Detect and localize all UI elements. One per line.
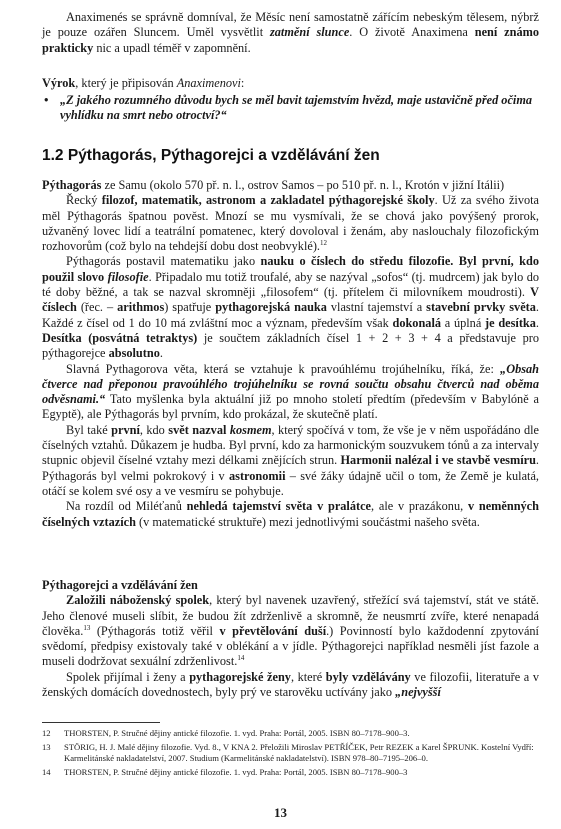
footnote-text: THORSTEN, P. Stručné dějiny antické filozofie. 1. vyd. Praha: Portál, 2005. ISBN 80–7178–900–3: [64, 767, 408, 777]
footnote-text: STÖRIG, H. J. Malé dějiny filozofie. Vyd. 8., V KNA 2. Přeložili Miroslav PETŘÍČEK, Petr REZEK a Karel ŠPRUNK. Kostelní Vydří: Karmelitánské nakladatelství, 2007. Studium (Karmelitánské nakladatelství). ISBN 978–80–7195–206–0.: [64, 742, 534, 763]
text-run: , který spočívá v tom, že vše je v něm uspořádáno dle číselných vztahů. Důkazem je hudba. Byl první, kdo za harmonickým souzvukem tónů a za intervaly stupnic objevil číselné vztahy mezi délkami znějících strun.: [42, 422, 539, 468]
section-body: [42, 178, 539, 530]
footnote-number: 14: [42, 767, 51, 777]
emphasis: v převtělování duší: [219, 623, 327, 638]
emphasis: Desítka (posvátná tetraktys): [42, 330, 198, 345]
page-number: 13: [274, 805, 287, 820]
emphasis: astronomii: [229, 468, 286, 483]
quote-text: „Z jakého rozumného důvodu bych se měl bavit tajemstvím hvězd, maje ustavičně před očima vyhlídku na smrt nebo otroctví?“: [60, 93, 533, 123]
text-run: je součtem základních čísel 1 + 2 + 3 + 4 a představuje pro pýthagorejce: [42, 330, 539, 361]
emphasis: stavební prvky světa: [426, 300, 536, 315]
emphasis: nehledá tajemství světa v pralátce: [186, 499, 372, 514]
emphasis: Anaximenovi: [176, 76, 241, 90]
text-run: .: [535, 315, 539, 330]
text-run: a úplná: [441, 315, 486, 330]
footnote-ref: 14: [237, 654, 245, 663]
footnote-ref: 13: [83, 623, 91, 632]
emphasis: je desítka: [485, 315, 536, 330]
footnotes: [42, 728, 539, 781]
text-run: (Pýthagorás totiž věřil: [90, 623, 220, 638]
emphasis: arithmos: [117, 300, 165, 315]
text-run: ve filozofii, literatuře a v ženských domácích dovednostech, byly prý ve starověku uctívány jako: [42, 669, 539, 700]
emphasis: není známo prakticky: [42, 25, 540, 55]
text-run: . Pýthagorás byl velmi pokrokový i v: [42, 453, 539, 483]
text-run: Řecký: [66, 193, 102, 208]
text-run: , ale v prazákonu,: [371, 499, 468, 514]
text-run: Tato myšlenka byla aktuální již po mnoho století předtím (především v Babylóně a Egyptě), ale Pýthagorás byl prvním, kdo prokázal, že skutečně platí.: [42, 392, 539, 422]
section-heading: 1.2 Pýthagorás, Pýthagorejci a vzdělávání žen: [42, 147, 380, 164]
footnote-number: 13: [42, 742, 51, 752]
emphasis: Harmonii nalézal i ve stavbě vesmíru: [340, 453, 536, 468]
emphasis: filozof, matematik, astronom a zakladatel pýthagorejské školy: [101, 193, 435, 208]
text-run: .) Povinností bylo každodenní zpytování svědomí, předpisy existovaly také v oblékání a v jídle. Pýthagorejci například nesměli jíst fazole a museli dodržovat sexuální zdrženlivost.: [42, 623, 539, 669]
emphasis: „Obsah čtverce nad přeponou pravoúhlého trojúhelníku se rovná součtu obsahu čtverců nad oběma odvěsnami.“: [42, 361, 539, 407]
emphasis: V číslech: [42, 285, 539, 315]
footnote: [42, 742, 539, 764]
text-run: Na rozdíl od Miléťanů: [66, 499, 187, 514]
subsection: [42, 578, 539, 700]
text-run: vlastní tajemství a: [326, 300, 427, 315]
emphasis: absolutno: [108, 346, 160, 361]
footnote-text: THORSTEN, P. Stručné dějiny antické filozofie. 1. vyd. Praha: Portál, 2005. ISBN 80–7178–900–3.: [64, 728, 410, 738]
intro-paragraph: [42, 10, 539, 56]
text-run: Byl také: [66, 422, 112, 437]
emphasis: zatmění slunce: [269, 25, 350, 40]
emphasis: Výrok: [42, 76, 76, 90]
text-run: .: [159, 346, 163, 361]
text-run: (v matematické struktuře) mezi jednotlivými součástmi našeho světa.: [135, 514, 480, 529]
emphasis: nauku o číslech do středu filozofie. Byl první, kdo použil slovo: [42, 254, 539, 284]
emphasis: kosmem: [229, 422, 272, 437]
emphasis: první: [111, 422, 140, 437]
emphasis: Založili náboženský spolek: [66, 593, 210, 608]
subsection-heading: Pýthagorejci a vzdělávání žen: [42, 578, 198, 592]
text-run: . Už za svého života měl Pýthagorás špatnou pověst. Mnozí se mu vysmívali, že se chová jako povýšený prorok, užvaněný lovec lidí a teatrální pomatenec, který dovoloval i ženám, aby naslouchaly filozofickým rozhovorům (což bylo na tehdejší dobu dost neobvyklé).: [42, 193, 539, 254]
text-run: Anaximenés se správně domníval, že Měsíc není samostatně zářícím nebeským tělesem, nýbrž je pouze ozářen Sluncem. Uměl vysvětlit: [42, 10, 539, 40]
quote-label: [42, 76, 539, 91]
text-run: :: [240, 76, 245, 90]
text-run: nic a upadl téměř v zapomnění.: [93, 40, 251, 55]
emphasis: Pýthagorás: [42, 178, 102, 192]
bullet-icon: •: [44, 93, 49, 107]
emphasis: byly vzdělávány: [325, 669, 411, 684]
emphasis: svět nazval: [168, 422, 230, 437]
text-run: ze Samu (okolo 570 př. n. l., ostrov Samos – po 510 př. n. l., Krotón v jižní Itálii): [101, 178, 505, 192]
text-run: , který byl navenek uzavřený, střežící svá tajemství, stát ve státě. Jeho členové museli slíbit, že budou žít zdrženlivě a skromně, že neusmrtí zvíře, které nenapadá člověka.: [42, 593, 539, 638]
emphasis: filosofie: [107, 269, 149, 284]
footnote-number: 12: [42, 728, 51, 738]
emphasis: pythagorejské ženy: [189, 669, 291, 684]
text-run: – své žáky údajně učil o tom, že Země je kulatá, otáčí se kolem své osy a ve vesmíru se pohybuje.: [42, 468, 540, 498]
footnote-divider: [42, 722, 160, 723]
emphasis: dokonalá: [392, 315, 442, 330]
text-run: Spolek přijímal i ženy a: [66, 669, 190, 684]
emphasis: v neměnných číselných vztazích: [42, 499, 539, 529]
footnote: [42, 728, 539, 739]
text-run: . Připadalo mu totiž troufalé, aby se nazýval „sofos“ (tj. mudrcem) jak bylo do té doby běžné, a tak se nazval skromněji „filosofem“ (tj. přítelem či milovníkem moudrosti).: [42, 269, 539, 300]
emphasis: pythagorejská nauka: [215, 300, 327, 315]
text-run: . Každé z čísel od 1 do 10 má zvláštní moc a význam, především však: [42, 300, 539, 330]
text-run: , který je připisován: [75, 76, 177, 90]
emphasis: „nejvyšší: [395, 685, 441, 700]
text-run: ) spatřuje: [164, 300, 216, 315]
text-run: (řec. –: [76, 300, 118, 315]
text-run: Pýthagorás postavil matematiku jako: [66, 254, 261, 269]
quote-bullet-item: [44, 93, 539, 124]
footnote-ref: 12: [319, 239, 327, 248]
text-run: , které: [290, 669, 326, 684]
footnote: [42, 767, 539, 778]
text-run: . O životě Anaximena: [349, 25, 475, 40]
text-run: , kdo: [139, 422, 169, 437]
text-run: Slavná Pythagorova věta, která se vztahuje k pravoúhlému trojúhelníku, říká, že:: [66, 361, 501, 376]
